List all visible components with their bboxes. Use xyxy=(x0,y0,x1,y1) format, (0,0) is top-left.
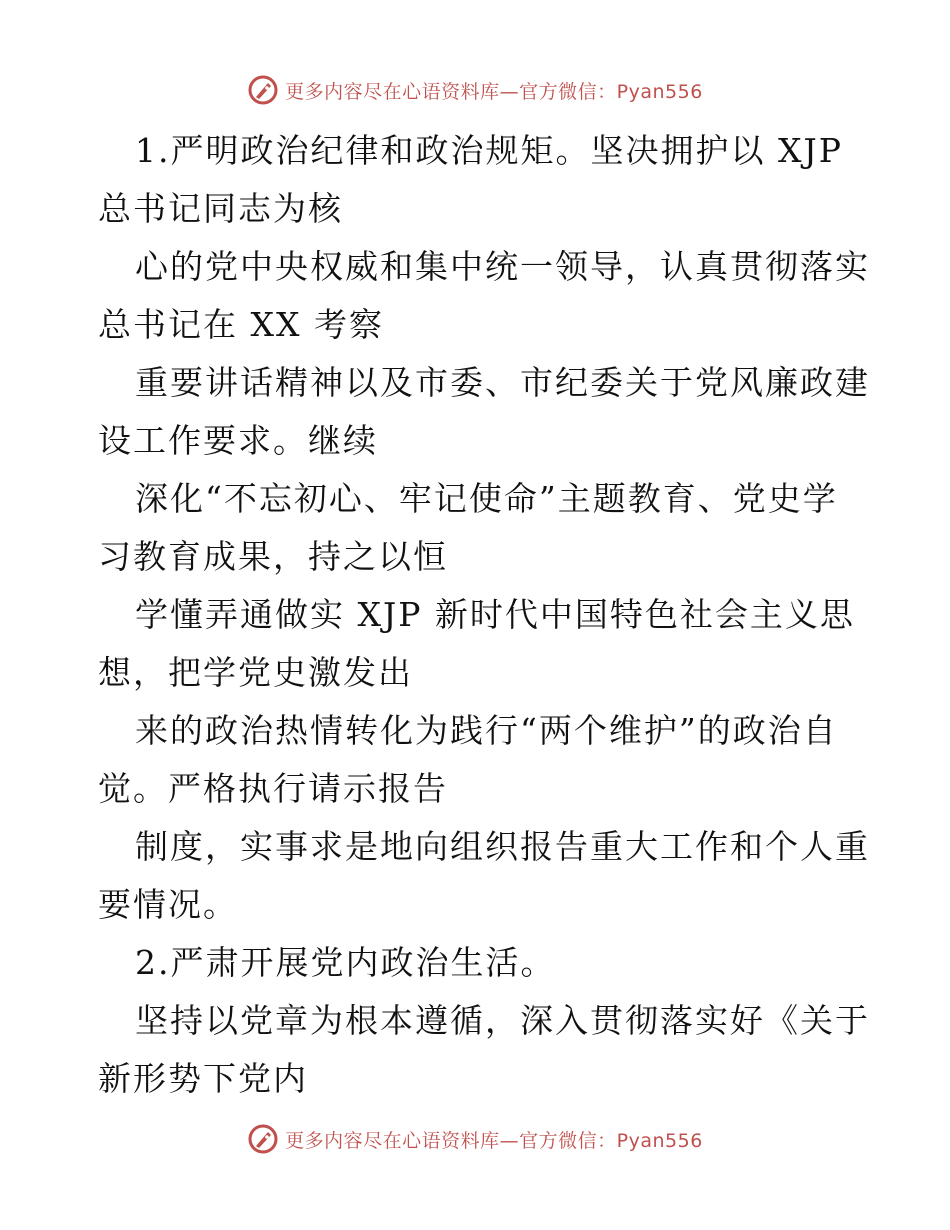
text-line: 深化“不忘初心、牢记使命”主题教育、党史学 xyxy=(135,479,838,518)
text-line: 重要讲话精神以及市委、市纪委关于党风廉政建 xyxy=(135,363,870,402)
text-line: 设工作要求。继续 xyxy=(98,421,378,460)
text-line: 要情况。 xyxy=(98,885,238,924)
text-line: 来的政治热情转化为践行“两个维护”的政治自 xyxy=(135,711,838,750)
text-line: 1.严明政治纪律和政治规矩。坚决拥护以 XJP xyxy=(135,131,843,170)
watermark-text: 更多内容尽在心语资料库—官方微信：Pyan556 xyxy=(285,80,703,103)
text-line: 2.严肃开展党内政治生活。 xyxy=(135,943,556,982)
text-line: 总书记在 XX 考察 xyxy=(98,305,384,344)
text-line: 总书记同志为核 xyxy=(98,189,343,228)
document-body xyxy=(98,122,870,1108)
text-line: 坚持以党章为根本遵循，深入贯彻落实好《关于 xyxy=(135,1001,870,1040)
watermark-text: 更多内容尽在心语资料库—官方微信：Pyan556 xyxy=(285,1129,703,1152)
header-watermark xyxy=(0,68,950,112)
pen-nib-circle-icon xyxy=(247,74,279,106)
text-line: 学懂弄通做实 XJP 新时代中国特色社会主义思 xyxy=(135,595,855,634)
text-line: 习教育成果，持之以恒 xyxy=(98,537,448,576)
text-line: 想，把学党史激发出 xyxy=(98,653,413,692)
pen-nib-circle-icon xyxy=(247,1123,279,1155)
text-line: 新形势下党内 xyxy=(98,1059,308,1098)
text-line: 觉。严格执行请示报告 xyxy=(98,769,448,808)
text-line: 制度，实事求是地向组织报告重大工作和个人重 xyxy=(135,827,870,866)
footer-watermark xyxy=(0,1117,950,1161)
text-line: 心的党中央权威和集中统一领导，认真贯彻落实 xyxy=(135,247,870,286)
